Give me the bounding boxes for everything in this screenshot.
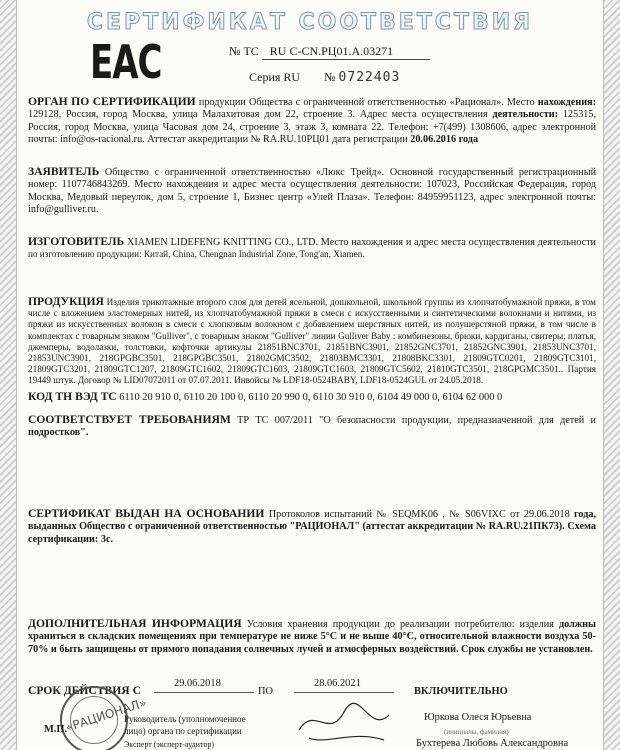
to-underline (294, 692, 394, 693)
series-number (249, 70, 400, 85)
additional-line: Условия хранения продукции до реализации потребителю: изделия (246, 619, 554, 630)
additional-line: установлен. (538, 643, 593, 655)
conformity-section (28, 414, 596, 440)
basis-line: года, выданных Общество с ограниченной ответственностью "РАЦИОНАЛ" (аттестат аккредитации № RA.RU.21ПК73). (28, 509, 596, 533)
eac-logo: EAC (90, 36, 162, 90)
product-line: платья, джемперы, водолазки, толстовки, кофточки артикулы 21851BNC3701, 21851BNC3901, 21852GNC3701, 21852GNC3901, (28, 330, 597, 352)
applicant-line: регистрационный номер: 1107746843269. Место нахождения и адрес места осуществления деятельности: 107023, (28, 167, 597, 191)
head-name: Юркова Олеся Юрьевна (424, 712, 532, 723)
initials-caption: (инициалы, фамилия) (444, 728, 509, 736)
basis-scheme: Схема сертификации: 3с. (28, 521, 597, 545)
applicant-line: Российская Федерация, город Москва, Медовый переулок, дом 5, строение 1, Бизнес центр «Улей Плаза». Телефон: (28, 179, 597, 203)
applicant-line: Общество с ограниченной ответственностью «Люкс Трейд». Основной государственный (104, 167, 514, 178)
valid-from: 29.06.2018 (174, 678, 221, 689)
product-line: 21809GTC3101, 21809GTC3201, 21809GTC1207, 21809GTC1602, 21809GTC1603, 21809GTC1603, 21809GTC5602, 21810GTC3501, (28, 353, 596, 375)
product-section (28, 296, 596, 387)
expert-label: Эксперт (эксперт-аудитор) (124, 740, 215, 749)
stamp-text: «РАЦИОНАЛ» (63, 695, 149, 735)
organ-date: 20.06.2016 года (410, 133, 479, 145)
product-line: Изделия трикотажные второго слоя для детей ясельной, дошкольной, школьной группы из хлопчатобумажной пряжи, в (106, 297, 580, 307)
organ-line: продукции Общества с ограниченной ответственностью «Рационал». Место (198, 97, 535, 108)
head-label-1: Руководитель (уполномоченное (124, 714, 246, 724)
product-line: том числе с вложением эластомерных нитей, из хлопчатобумажной пряжи в смеси с искусственными и синтетическими волокнами и нитями, (28, 297, 597, 319)
right-ornament-border (603, 0, 620, 750)
organ-line: 129128, Россия, город Москва, улица Малахитовая дом 22, строение 3. Адрес места осуществления (28, 109, 488, 121)
basis-section (28, 508, 596, 546)
registration-number (229, 44, 430, 60)
organ-label: нахождения: (537, 97, 596, 108)
manufacturer-line: по изготовлению продукции: Китай, China, Chengnan Industrial Zone, Tong'an, Xiamen. (28, 249, 365, 260)
certificate-body (24, 0, 596, 750)
from-underline (154, 692, 254, 693)
codes-heading: КОД ТН ВЭД ТС (28, 390, 117, 403)
basis-heading: СЕРТИФИКАТ ВЫДАН НА ОСНОВАНИИ (28, 507, 265, 520)
reg-value: RU C-CN.РЦ01.A.03271 (262, 44, 430, 60)
no-label: № (324, 70, 336, 84)
product-heading: ПРОДУКЦИЯ (28, 295, 104, 308)
basis-line: Протоколов испытаний № SEQMK06 , № S06VIXC от 29.06.2018 (268, 509, 570, 520)
additional-section (28, 618, 596, 656)
additional-line: воздуха 50-70% и быть защищены от прямого попадания солнечных лучей и атмосферных воздействий. Срок службы не (28, 631, 596, 655)
organ-line: 125315, Россия, город Москва, улица Часовая дом 24, строение 3, этаж 3, комната 22. Телефон: +7(499) (28, 109, 597, 133)
conformity-line: ТР ТС 007/2011 "О безопасности продукции, предназначенной для детей и (237, 415, 596, 426)
expert-name: Бухтерева Любовь Александровна (416, 738, 569, 749)
codes-value: 6110 20 910 0, 6110 20 100 0, 6110 20 990 0, 6110 30 910 0, 6104 49 000 0, 6104 62 000 0 (119, 392, 503, 403)
organ-label: деятельности: (492, 109, 559, 121)
series-label: Серия RU (249, 70, 301, 84)
valid-to: 28.06.2021 (314, 678, 361, 689)
additional-heading: ДОПОЛНИТЕЛЬНАЯ ИНФОРМАЦИЯ (28, 617, 242, 630)
organ-stamp (60, 686, 149, 750)
manufacturer-heading: ИЗГОТОВИТЕЛЬ (28, 235, 125, 248)
signature-scribble (294, 700, 404, 750)
mp-label: М.П. (44, 724, 68, 735)
applicant-line: 84959951123, адрес электронной почты: info@gulliver.ru. (28, 191, 597, 215)
head-label-2: лицо) органа по сертификации (124, 726, 242, 736)
organ-heading: ОРГАН ПО СЕРТИФИКАЦИИ (28, 95, 196, 108)
reg-label: № ТС (229, 44, 259, 58)
left-ornament-border (0, 0, 17, 750)
inclusive-label: ВКЛЮЧИТЕЛЬНО (414, 686, 508, 697)
conformity-heading: СООТВЕТСТВУЕТ ТРЕБОВАНИЯМ (28, 413, 231, 426)
applicant-heading: ЗАЯВИТЕЛЬ (28, 165, 100, 178)
product-line: 218GPGMC3501.. Партия 19449 штук. Договор № LID07072011 от 07.07.2011. Инвойсы № LDF18-0524BABY, LDF18-0524GUL от 24.05.2018. (28, 364, 597, 386)
product-line: комплектах с товарным знаком "Gulliver", с товарным знаком "Gulliver" линии Gulliver Baby : комбинезоны, брюки, кардиганы, свитеры, (28, 330, 566, 341)
manufacturer-line: XIAMEN LIDEFENG KNITTING CO., LTD. Место нахождения и адрес места осуществления деятельности (127, 237, 597, 248)
applicant-section (28, 166, 596, 216)
product-line: 21853UNC3701, 21853UNC3901, 218GPGBC3501, 218GPGBC3501, 21802GMC3502, 21803BMC3301, 21808BKC3301, 21809GTC0201, (28, 341, 596, 364)
codes-section (28, 390, 502, 403)
certificate-title: СЕРТИФИКАТ СООТВЕТСТВИЯ (86, 10, 534, 35)
validity-heading: СРОК ДЕЙСТВИЯ С (28, 684, 141, 697)
organ-section (28, 96, 596, 146)
manufacturer-section (28, 236, 596, 262)
organ-line: 1308606, адрес электронной почты: info@os-racional.ru. Аттестат аккредитации № RA.RU.10РЦ01 дата регистрации (28, 121, 597, 145)
product-line: из пряжи из искусственных волокон в смеси с хлопковым волокном с добавлением шерстяных нитей, из полушерстяной пряжи, в том числе в (28, 308, 597, 330)
to-label: ПО (258, 686, 274, 697)
serial-number: 0722403 (338, 70, 401, 85)
conformity-line: подростков". (28, 427, 89, 439)
additional-line: должны храниться в складских помещениях при температуре не ниже 5°С и не выше 40°С, относительной влажности (28, 619, 597, 643)
